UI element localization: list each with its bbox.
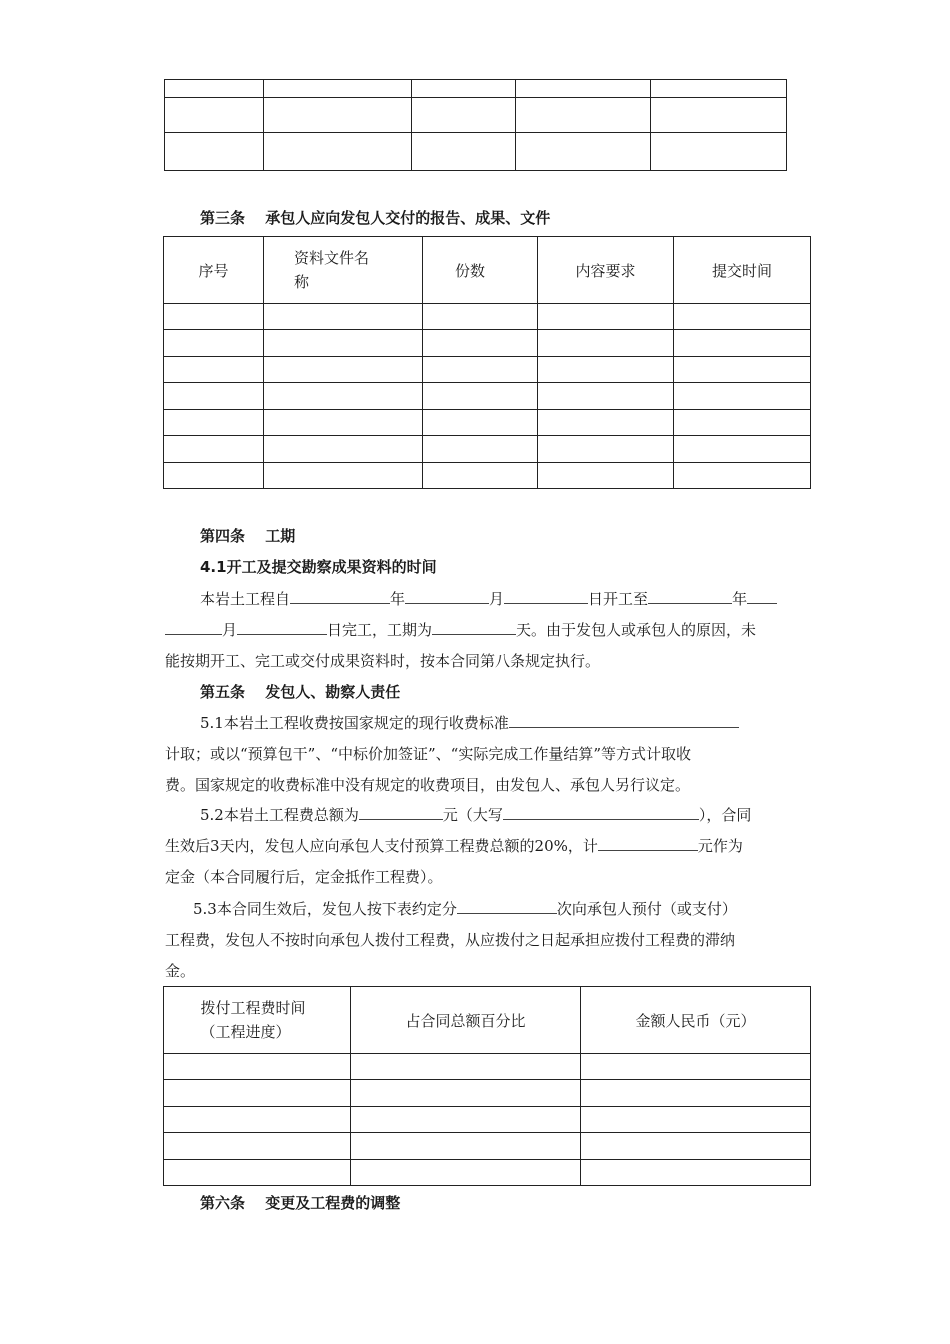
table-row: [164, 383, 811, 410]
start-month-blank[interactable]: [405, 588, 489, 604]
table-row: [164, 410, 811, 436]
total-fee-words-blank[interactable]: [503, 804, 699, 820]
table-row: [164, 1133, 811, 1160]
table-row: [164, 436, 811, 463]
article-4-para-line3: 能按期开工、完工或交付成果资料时，按本合同第八条规定执行。: [165, 652, 601, 670]
article-3-heading: 第三条 承包人应向发包人交付的报告、成果、文件: [200, 209, 551, 227]
article-5-heading: 第五条 发包人、勘察人责任: [200, 683, 401, 701]
table-row: [164, 1080, 811, 1107]
header-file-name: 资料文件名 称: [264, 237, 423, 304]
article-5-2-line3: 定金（本合同履行后，定金抵作工程费）。: [165, 868, 443, 886]
fee-standard-blank[interactable]: [509, 712, 739, 728]
table-row: [164, 463, 811, 489]
end-year-blank[interactable]: [648, 588, 732, 604]
article-6-heading: 第六条 变更及工程费的调整: [200, 1194, 401, 1212]
duration-days-blank[interactable]: [432, 619, 516, 635]
article-5-3-line3: 金。: [165, 962, 196, 980]
article-5-3-line2: 工程费，发包人不按时向承包人拨付工程费，从应拨付之日起承担应拨付工程费的滞纳: [165, 931, 736, 949]
table-cell: [165, 133, 264, 171]
article-5-3-line1: 5.3本合同生效后，发包人按下表约定分 次向承包人预付（或支付）: [193, 900, 737, 918]
table-row: [164, 330, 811, 357]
end-year-blank-cont[interactable]: [165, 619, 222, 635]
header-content: 内容要求: [538, 237, 674, 304]
end-month-blank[interactable]: [237, 619, 327, 635]
deliverables-table: [163, 236, 811, 489]
header-submit-time: 提交时间: [674, 237, 811, 304]
top-table: [164, 79, 787, 171]
table-row: [164, 1054, 811, 1080]
article-5-1-line2: 计取；或以“预算包干”、“中标价加签证”、“实际完成工作量结算”等方式计取收: [165, 745, 692, 763]
header-percent: 占合同总额百分比: [351, 987, 581, 1054]
table-cell: [165, 98, 264, 133]
article-5-2-line2: 生效后3天内，发包人应向承包人支付预算工程费总额的20%，计 元作为: [165, 837, 743, 855]
header-seq: 序号: [164, 237, 264, 304]
header-amount: 金额人民币（元）: [581, 987, 811, 1054]
start-day-blank[interactable]: [504, 588, 588, 604]
article-4-para-line1: 本岩土工程自 年 月 日开工至 年: [200, 588, 777, 609]
article-5-2-line1: 5.2本岩土工程费总额为 元（大写 ），合同: [200, 806, 752, 824]
installments-blank[interactable]: [457, 898, 557, 914]
article-4-1-heading: 4.1开工及提交勘察成果资料的时间: [200, 558, 437, 576]
table-row: [164, 304, 811, 330]
deposit-amount-blank[interactable]: [598, 835, 698, 851]
table-row: [164, 1160, 811, 1186]
start-year-blank[interactable]: [290, 588, 390, 604]
table-cell: [165, 80, 264, 98]
header-copies: 份数: [423, 237, 538, 304]
header-payment-time: 拨付工程费时间 （工程进度）: [164, 987, 351, 1054]
table-row: [164, 357, 811, 383]
article-5-1-line1: 5.1本岩土工程收费按国家规定的现行收费标准: [200, 712, 739, 733]
total-fee-blank[interactable]: [359, 804, 443, 820]
table-row: [164, 1107, 811, 1133]
payment-schedule-table: [163, 986, 811, 1186]
article-4-heading: 第四条 工期: [200, 527, 296, 545]
article-5-1-line3: 费。国家规定的收费标准中没有规定的收费项目，由发包人、承包人另行议定。: [165, 776, 691, 794]
article-4-para-line2: 月 日完工，工期为 天。由于发包人或承包人的原因，未: [165, 619, 756, 640]
